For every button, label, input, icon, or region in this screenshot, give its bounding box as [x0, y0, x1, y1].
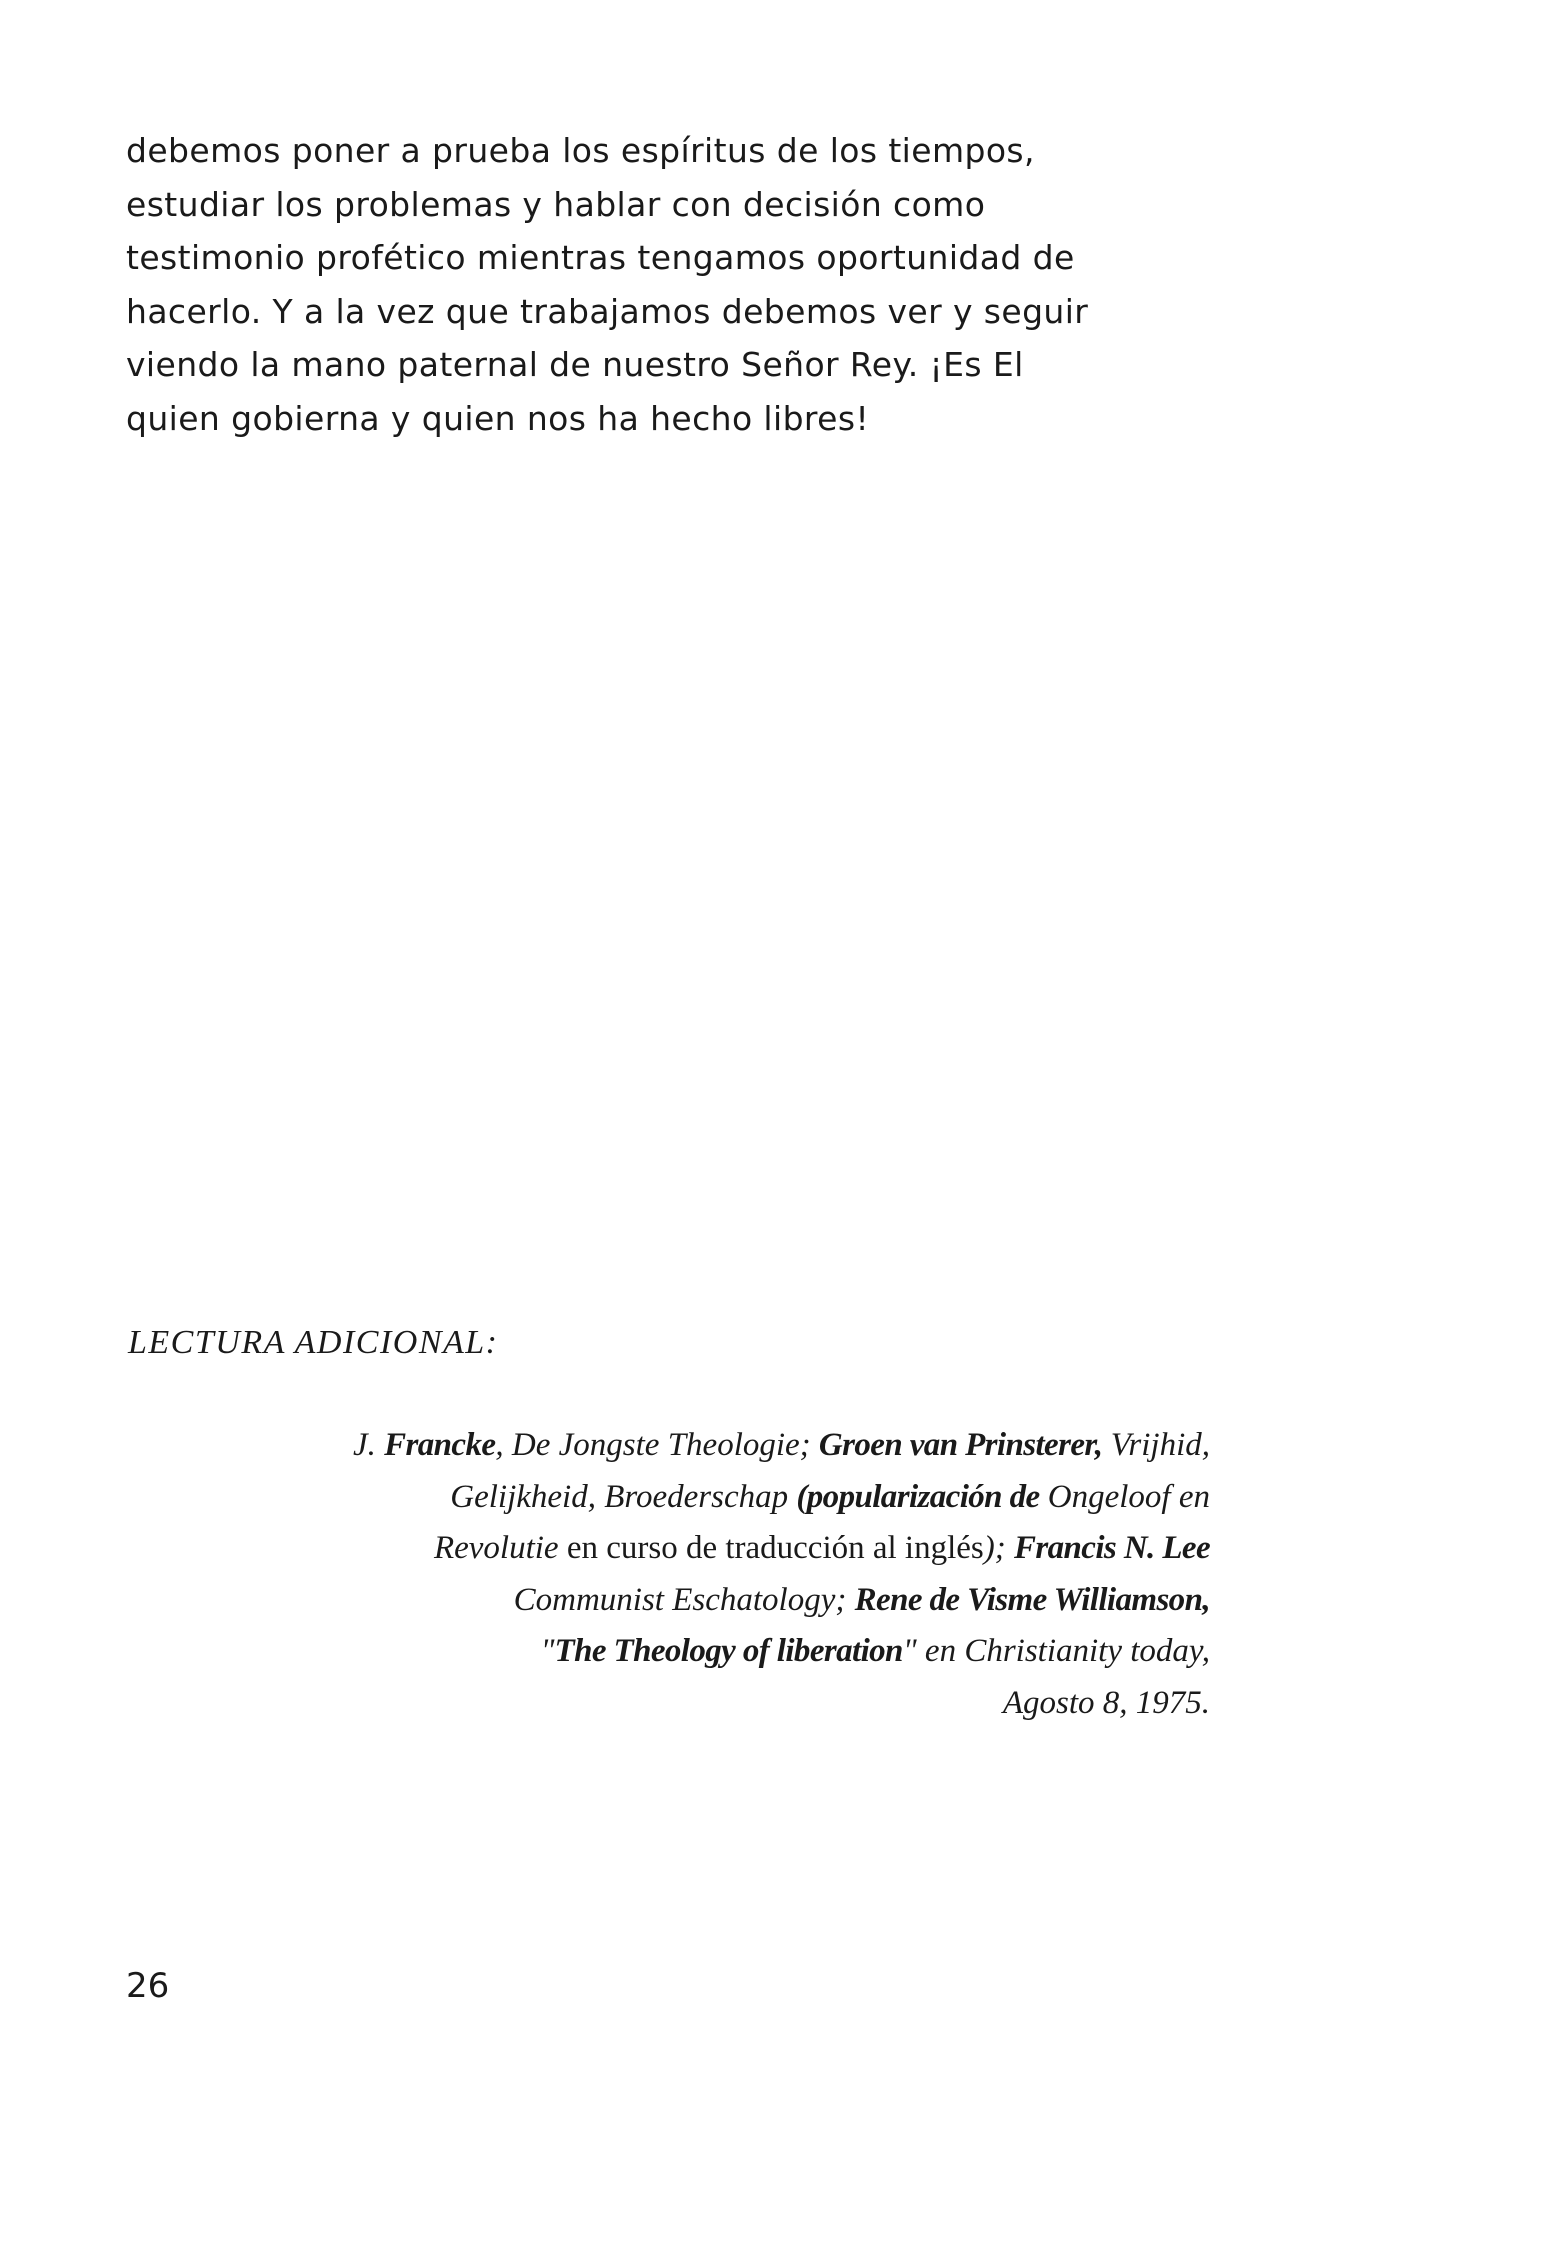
body-paragraph	[126, 124, 1146, 445]
reference-line	[230, 1420, 1210, 1472]
reference-author-or-title: Rene de Visme Williamson,	[854, 1581, 1210, 1618]
reference-text: );	[983, 1530, 1014, 1566]
reference-text: Agosto 8, 1975.	[1002, 1684, 1210, 1721]
reference-text: Gelijkheid, Broederschap	[450, 1478, 797, 1515]
reference-author-or-title: Francke	[384, 1427, 496, 1463]
reference-line	[230, 1626, 1210, 1678]
reference-text: " en Christianity today,	[902, 1633, 1210, 1669]
reference-author-or-title: Francis N. Lee	[1014, 1530, 1210, 1566]
body-line: hacerlo. Y a la vez que trabajamos debemos ver y seguir	[126, 291, 1089, 331]
body-line: viendo la mano paternal de nuestro Señor Rey. ¡Es El	[126, 345, 1024, 384]
reference-author-or-title: (popularización de	[796, 1478, 1040, 1515]
reference-text: Vrijhid,	[1102, 1427, 1210, 1463]
reference-text: Ongeloof en	[1039, 1478, 1210, 1515]
body-line: quien gobierna y quien nos ha hecho libres!	[126, 398, 870, 438]
reference-author-or-title: Groen van Prinsterer,	[818, 1427, 1103, 1463]
reference-list	[230, 1420, 1210, 1729]
body-line: estudiar los problemas y hablar con decisión como	[126, 184, 986, 224]
reference-text: en curso de traducción al inglés	[558, 1530, 984, 1566]
further-reading-heading: LECTURA ADICIONAL:	[128, 1324, 499, 1361]
reference-text: J.	[352, 1427, 385, 1463]
page-number: 26	[126, 1966, 170, 2006]
reference-line	[230, 1523, 1210, 1575]
reference-text: Communist Eschatology;	[513, 1581, 855, 1618]
reference-author-or-title: The Theology of liberation	[554, 1633, 903, 1669]
reference-line	[230, 1678, 1210, 1730]
reference-text: , De Jongste Theologie;	[495, 1427, 819, 1463]
reference-text: "	[540, 1633, 555, 1669]
reference-line	[230, 1575, 1210, 1627]
body-line: testimonio profético mientras tengamos oportunidad de	[126, 238, 1075, 277]
body-line: debemos poner a prueba los espíritus de los tiempos,	[126, 131, 1035, 170]
reference-line	[230, 1472, 1210, 1524]
reference-text: Revolutie	[433, 1530, 559, 1566]
